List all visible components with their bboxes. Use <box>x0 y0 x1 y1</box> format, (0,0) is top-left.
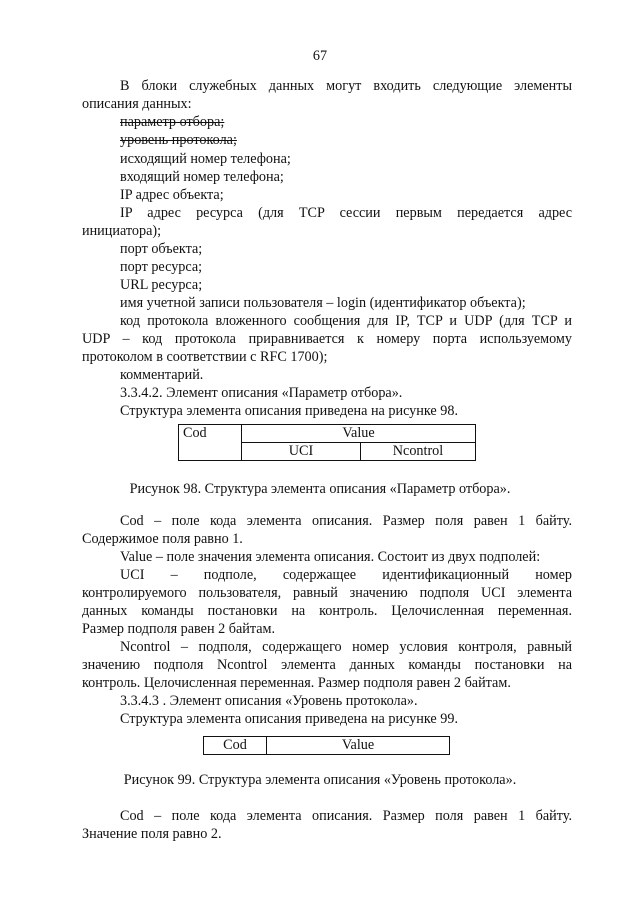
text-line: контроль. Целочисленная переменная. Размер подполя равен 2 байтам. <box>82 675 511 691</box>
figure-99-caption: Рисунок 99. Структура элемента описания «Уровень протокола». <box>123 772 517 788</box>
list-item: исходящий номер телефона; <box>120 151 291 167</box>
section-heading: 3.3.4.3 . Элемент описания «Уровень протокола». <box>120 693 418 709</box>
list-item: уровень протокола; <box>120 132 237 148</box>
list-item: инициатора); <box>82 223 162 239</box>
text-line: Cod – поле кода элемента описания. Размер поля равен 1 байту. <box>120 808 572 824</box>
text-line: Значение поля равно 2. <box>82 826 222 842</box>
list-item: порт объекта; <box>120 241 203 257</box>
text-line: Ncontrol – подполя, содержащего номер условия контроля, равный <box>120 639 572 655</box>
text-line: Cod – поле кода элемента описания. Размер поля равен 1 байту. <box>120 513 572 529</box>
text-line: Структура элемента описания приведена на рисунке 98. <box>120 403 458 419</box>
list-item: IP адрес ресурса (для TCP сессии первым передается адрес <box>120 205 572 221</box>
text-line: данных команды постановки на контроль. Целочисленная переменная. <box>82 603 572 619</box>
text-line: Размер подполя равен 2 байтам. <box>82 621 276 637</box>
text-line: Содержимое поля равно 1. <box>82 531 243 547</box>
text-line: UCI – подполе, содержащее идентификационный номер <box>120 567 572 583</box>
text-line: значению подполя Ncontrol элемента данных команды постановки на <box>82 657 572 673</box>
text-line: Структура элемента описания приведена на рисунке 99. <box>120 711 458 727</box>
figure-99-table <box>203 736 450 755</box>
page-number: 67 <box>312 48 328 64</box>
text-line: описания данных: <box>82 96 192 112</box>
list-item: порт ресурса; <box>120 259 203 275</box>
list-item: параметр отбора; <box>120 114 225 130</box>
uci-cell: UCI <box>242 443 361 461</box>
text-line: В блоки служебных данных могут входить следующие элементы <box>120 78 572 94</box>
text-line: контролируемого пользователя, равный значению подполя UCI элемента <box>82 585 572 601</box>
figure-98-caption: Рисунок 98. Структура элемента описания «Параметр отбора». <box>129 481 511 497</box>
list-item: протоколом в соответствии с RFC 1700); <box>82 349 328 365</box>
list-item: IP адрес объекта; <box>120 187 224 203</box>
cod-cell: Cod <box>204 737 267 755</box>
list-item: входящий номер телефона; <box>120 169 284 185</box>
cod-cell: Cod <box>179 425 242 461</box>
ncontrol-cell: Ncontrol <box>361 443 476 461</box>
list-item: код протокола вложенного сообщения для IP, TCP и UDP (для TCP и <box>120 313 572 329</box>
text-line: Value – поле значения элемента описания. Состоит из двух подполей: <box>120 549 541 565</box>
list-item: URL ресурса; <box>120 277 203 293</box>
value-cell: Value <box>267 737 450 755</box>
section-heading: 3.3.4.2. Элемент описания «Параметр отбора». <box>120 385 403 401</box>
list-item: комментарий. <box>120 367 204 383</box>
figure-98-table <box>178 424 476 461</box>
list-item: UDP – код протокола приравнивается к номеру порта используемому <box>82 331 572 347</box>
list-item: имя учетной записи пользователя – login (идентификатор объекта); <box>120 295 526 311</box>
value-cell: Value <box>242 425 476 443</box>
